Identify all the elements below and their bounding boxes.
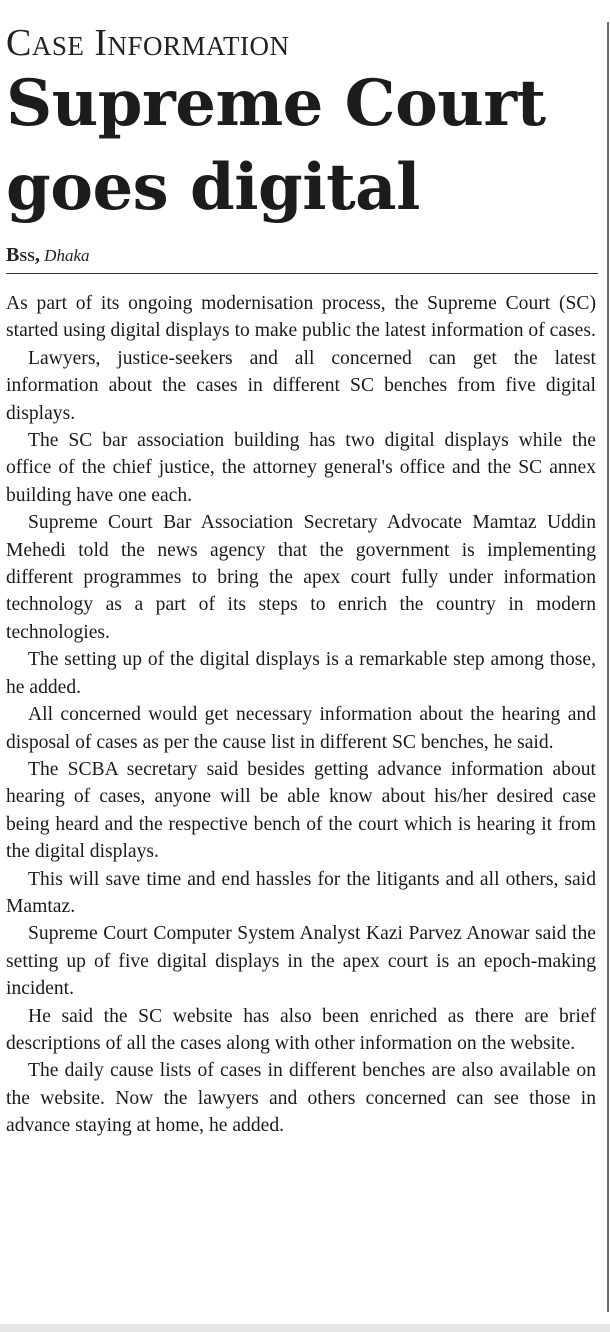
paragraph: He said the SC website has also been enriched as there are brief descriptions of all the cases along with other information on the website. — [6, 1005, 596, 1054]
headline-line-1: Supreme Court — [6, 66, 546, 141]
paragraph: The SC bar association building has two digital displays while the office of the chief justice, the attorney general's office and the SC annex building have one each. — [6, 430, 596, 506]
paragraph: Lawyers, justice-seekers and all concerned can get the latest information about the cases in different SC benches from five digital displays. — [6, 347, 596, 424]
paragraph: The SCBA secretary said besides getting advance information about hearing of cases, anyone will be able know about his/her desired case being heard and the respective bench of the court which is hearing it from the digital displays. — [6, 758, 596, 863]
paragraph: Supreme Court Bar Association Secretary Advocate Mamtaz Uddin Mehedi told the news agency that the government is implementing different programmes to bring the apex court fully under information technology as a part of its steps to enrich the country in modern technologies. — [6, 512, 596, 643]
column-rule — [607, 22, 609, 1312]
news-article — [6, 20, 596, 1140]
byline — [6, 244, 596, 267]
headline-line-2: goes digital — [6, 150, 420, 225]
headline — [6, 62, 596, 230]
article-body — [6, 290, 596, 1140]
paragraph: The setting up of the digital displays is a remarkable step among those, he added. — [6, 649, 596, 698]
page-bottom-edge — [0, 1324, 610, 1332]
byline-agency: Bss, — [6, 244, 40, 266]
paragraph: As part of its ongoing modernisation process, the Supreme Court (SC) started using digital displays to make public the latest information of cases. — [6, 293, 596, 342]
byline-divider — [6, 273, 598, 274]
paragraph: This will save time and end hassles for the litigants and all others, said Mamtaz. — [6, 868, 596, 917]
paragraph: The daily cause lists of cases in different benches are also available on the website. Now the lawyers and others concerned can see those in advance staying at home, he added. — [6, 1060, 596, 1137]
section-kicker: Case Information — [6, 22, 290, 64]
paragraph: Supreme Court Computer System Analyst Kazi Parvez Anowar said the setting up of five digital displays in the apex court is an epoch-making incident. — [6, 923, 596, 1000]
paragraph: All concerned would get necessary information about the hearing and disposal of cases as per the cause list in different SC benches, he said. — [6, 704, 596, 753]
byline-place: Dhaka — [44, 246, 90, 265]
